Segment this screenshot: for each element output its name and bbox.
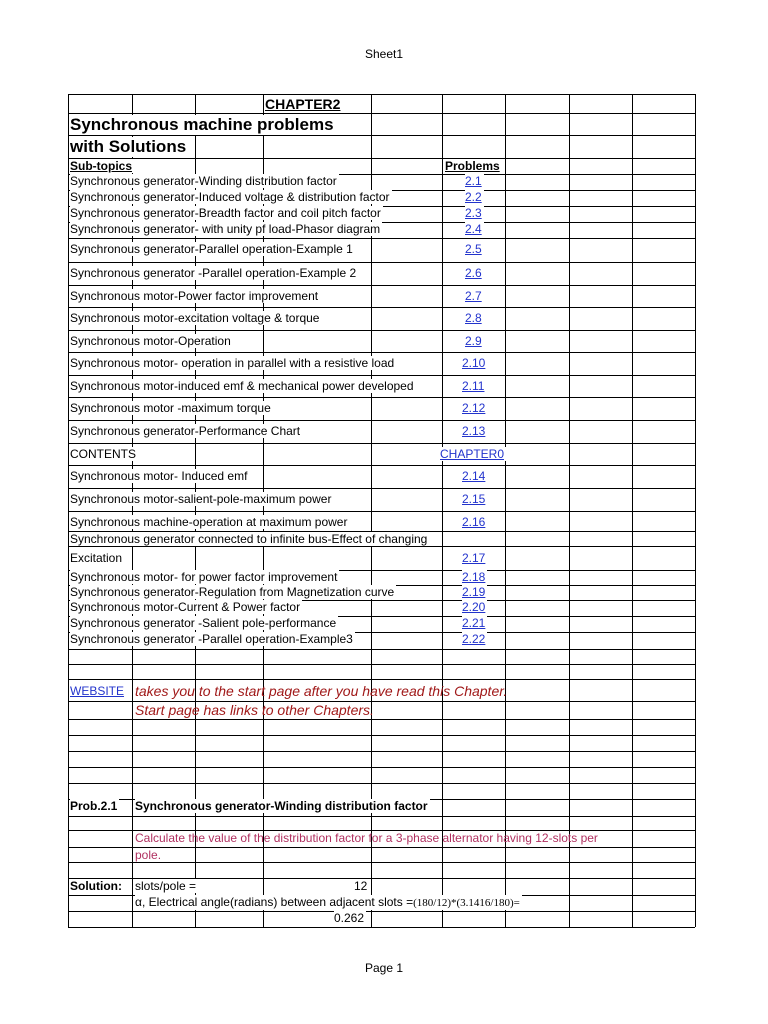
topic-text: Synchronous motor- Induced emf	[70, 469, 248, 483]
website-link[interactable]: WEBSITE	[70, 684, 125, 698]
problem-link[interactable]: 2.15	[462, 492, 486, 506]
problems-header: Problems	[445, 159, 500, 173]
problem-link[interactable]: 2.18	[462, 570, 486, 584]
problem-link[interactable]: 2.22	[462, 632, 486, 646]
alpha-label: α, Electrical angle(radians) between adjacent slots =	[135, 895, 414, 909]
grid-row-line	[68, 94, 695, 95]
grid-row-line	[68, 735, 695, 736]
problem-link[interactable]: 2.1	[465, 174, 482, 188]
problem-title: Synchronous generator-Winding distribution factor	[135, 799, 428, 813]
topic-text: Synchronous machine-operation at maximum power	[70, 515, 348, 529]
problem-question-line2: pole.	[135, 848, 162, 862]
grid-row-line	[68, 679, 695, 680]
topic-text: Synchronous generator-Performance Chart	[70, 424, 301, 438]
topic-text: Synchronous motor- operation in parallel with a resistive load	[70, 356, 395, 370]
subtopics-header: Sub-topics	[70, 159, 132, 173]
website-note-line2: Start page has links to other Chapters.	[135, 702, 374, 718]
topic-text: Synchronous motor-excitation voltage & torque	[70, 311, 320, 325]
grid-row-line	[68, 511, 695, 512]
grid-row-line	[68, 911, 695, 912]
problem-link[interactable]: 2.7	[465, 289, 482, 303]
grid-row-line	[68, 751, 695, 752]
topic-text: Synchronous generator-Breadth factor and coil pitch factor	[70, 206, 381, 220]
problem-link[interactable]: 2.5	[465, 242, 482, 256]
problem-link[interactable]: 2.19	[462, 585, 486, 599]
grid-row-line	[68, 113, 695, 114]
grid-row-line	[68, 375, 695, 376]
problem-link[interactable]: 2.12	[462, 401, 486, 415]
topic-text: Synchronous generator -Parallel operation-Example 2	[70, 266, 357, 280]
topic-text: Synchronous motor-Current & Power factor	[70, 600, 301, 614]
grid-row-line	[68, 649, 695, 650]
topic-text: Synchronous motor-salient-pole-maximum power	[70, 492, 332, 506]
problem-link[interactable]: 2.4	[465, 222, 482, 236]
topic-text: Synchronous generator-Regulation from Magnetization curve	[70, 585, 395, 599]
topic-text: Synchronous generator connected to infinite bus-Effect of changing	[70, 532, 428, 546]
grid-row-line	[68, 927, 695, 928]
grid-row-line	[68, 262, 695, 263]
topic-text: Synchronous motor-Power factor improvement	[70, 289, 319, 303]
problem-link[interactable]: 2.3	[465, 206, 482, 220]
chapter-title: CHAPTER2	[265, 96, 341, 112]
grid-col-line	[632, 94, 633, 927]
grid-row-line	[68, 285, 695, 286]
grid-row-line	[68, 443, 695, 444]
sheet-header: Sheet1	[364, 47, 404, 61]
topic-text: Synchronous generator-Induced voltage & distribution factor	[70, 190, 390, 204]
page-footer: Page 1	[364, 961, 404, 975]
grid-row-line	[68, 767, 695, 768]
topic-text: Synchronous generator- with unity pf load-Phasor diagram	[70, 222, 381, 236]
topic-text: Synchronous motor-induced emf & mechanical power developed	[70, 379, 414, 393]
problem-question-line1: Calculate the value of the distribution factor for a 3-phase alternator having 12-slots per	[135, 831, 598, 845]
grid-row-line	[68, 719, 695, 720]
problem-link[interactable]: 2.20	[462, 600, 486, 614]
problem-link[interactable]: 2.2	[465, 190, 482, 204]
problem-link[interactable]: CHAPTER0	[440, 447, 505, 461]
topic-text: Excitation	[70, 551, 123, 565]
grid-col-line	[68, 94, 69, 927]
grid-row-line	[68, 397, 695, 398]
website-note-line1: takes you to the start page after you have read this Chapter.	[135, 683, 508, 699]
problem-link[interactable]: 2.10	[462, 356, 486, 370]
grid-col-line	[695, 94, 696, 927]
topic-text: Synchronous motor- for power factor improvement	[70, 570, 338, 584]
grid-row-line	[68, 488, 695, 489]
alpha-value: 0.262	[334, 911, 365, 925]
problem-link[interactable]: 2.9	[465, 334, 482, 348]
topic-text: Synchronous motor-Operation	[70, 334, 231, 348]
grid-row-line	[68, 546, 695, 547]
page-title-line2: with Solutions	[70, 137, 187, 156]
page-title-line1: Synchronous machine problems	[70, 115, 334, 134]
problem-link[interactable]: 2.11	[462, 379, 485, 393]
topic-text: Synchronous generator -Parallel operation-Example3	[70, 632, 353, 646]
grid-row-line	[68, 420, 695, 421]
grid-row-line	[68, 135, 695, 136]
problem-link[interactable]: 2.13	[462, 424, 486, 438]
grid-row-line	[68, 783, 695, 784]
problem-link[interactable]: 2.21	[462, 616, 486, 630]
problem-link[interactable]: 2.6	[465, 266, 482, 280]
topic-text: CONTENTS	[70, 447, 136, 461]
grid-row-line	[68, 465, 695, 466]
grid-row-line	[68, 238, 695, 239]
slots-value: 12	[354, 879, 368, 893]
problem-link[interactable]: 2.8	[465, 311, 482, 325]
problem-link[interactable]: 2.17	[462, 551, 486, 565]
grid-row-line	[68, 664, 695, 665]
grid-col-line	[505, 94, 506, 927]
problem-link[interactable]: 2.16	[462, 515, 486, 529]
grid-col-line	[442, 94, 443, 927]
topic-text: Synchronous generator-Winding distribution factor	[70, 174, 337, 188]
topic-text: Synchronous generator-Parallel operation-Example 1	[70, 242, 353, 256]
grid-row-line	[68, 862, 695, 863]
grid-row-line	[68, 816, 695, 817]
alpha-line	[135, 895, 522, 910]
grid-col-line	[569, 94, 570, 927]
problem-link[interactable]: 2.14	[462, 469, 486, 483]
slots-label: slots/pole =	[135, 879, 197, 893]
topic-text: Synchronous generator -Salient pole-performance	[70, 616, 337, 630]
problem-label: Prob.2.1	[70, 799, 118, 813]
grid-row-line	[68, 158, 695, 159]
solution-label: Solution:	[70, 879, 122, 893]
grid-row-line	[68, 330, 695, 331]
alpha-formula: (180/12)*(3.1416/180)=	[413, 897, 520, 909]
topic-text: Synchronous motor -maximum torque	[70, 401, 271, 415]
grid-row-line	[68, 352, 695, 353]
grid-row-line	[68, 307, 695, 308]
